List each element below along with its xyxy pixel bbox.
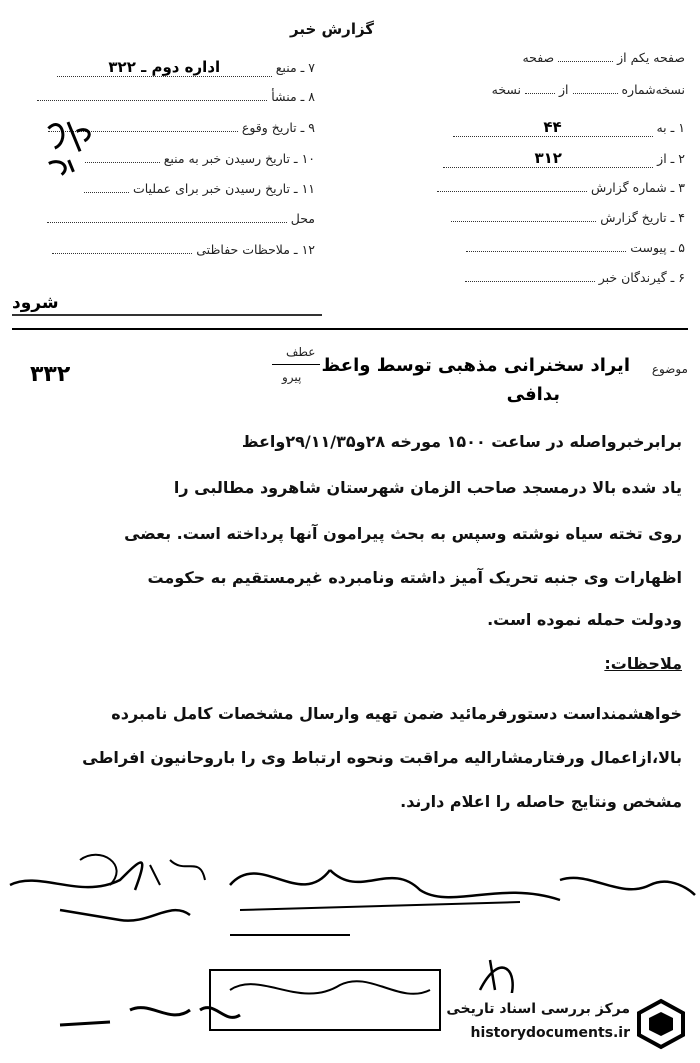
field-source [15,58,315,77]
field-source-value: اداره دوم ـ ۳۲۲ [57,58,272,77]
field-report-number [437,180,685,195]
field-report-date [451,210,685,225]
field-attachment-value [466,251,626,252]
body-line-1: برابرخبرواصله در ساعت ۱۵۰۰ مورخه ۲۸و۲۹/۱۱/۳۵واعظ [241,432,682,451]
field-from [443,149,685,168]
scribble-icon [37,110,102,184]
copy-of: از [559,82,569,97]
remarks-heading: ملاحظات: [604,654,682,673]
field-security-remarks-value [52,253,192,254]
field-operations-receipt-date-value [84,192,129,193]
field-recipients [465,270,685,285]
copy-suffix: نسخه [491,82,522,97]
body-line-3: روی تخته سیاه نوشته وسپس به بحث پیرامون آنها پرداخته است. بعضی [124,524,682,543]
field-origin-value [37,100,267,101]
field-recipients-value [465,281,595,282]
subject-text-continued: بدافی [506,384,560,405]
header-separator [12,328,688,330]
field-location-label: محل [290,211,315,226]
copy-dots [573,93,618,94]
field-to-value: ۴۴ [453,118,653,137]
copy-label: نسخه‌شماره [621,82,685,97]
subject-label: موضوع [651,362,688,376]
field-location-value [47,222,287,223]
body-line-5: ودولت حمله نموده است. [487,610,682,629]
field-to-label: ۱ ـ به [656,120,685,135]
handwritten-note-bottom: شرود [12,293,59,313]
field-location [15,211,315,226]
handwritten-mark [37,110,102,192]
field-from-label: ۲ ـ از [657,151,685,166]
subject-number: ۳۳۲ [30,362,71,387]
field-report-date-value [451,221,596,222]
field-origin [15,89,315,104]
field-occurrence-date-label: ۹ ـ تاریخ وقوع [241,120,315,135]
remarks-line-2: بالا،ازاعمال ورفتارمشارالیه مراقبت ونحوه ارتباط وی را باروحانیون افراطی [82,748,682,767]
ref-top: عطف [286,345,316,359]
field-source-receipt-date-label: ۱۰ ـ تاریخ رسیدن خبر به منبع [163,151,315,166]
field-report-number-value [437,191,587,192]
seal-frame [210,970,440,1030]
field-from-value: ۳۱۲ [443,149,653,168]
field-report-date-label: ۴ ـ تاریخ گزارش [600,210,685,225]
field-attachment [466,240,685,255]
ref-divider [272,364,320,365]
archive-logo-icon [635,998,687,1050]
dotted-line [12,314,322,316]
page-number-field [522,50,685,65]
watermark-line-2: historydocuments.ir [470,1025,630,1041]
page-dots [558,61,613,62]
remarks-line-1: خواهشمنداست دستورفرمائید ضمن تهیه وارسال مشخصات کامل نامبرده [111,704,682,723]
copy-dots-2 [525,93,555,94]
archive-watermark [446,993,692,1053]
remarks-line-3: مشخص ونتایج حاصله را اعلام دارند. [400,792,682,811]
body-line-2: یاد شده بالا درمسجد صاحب الزمان شهرستان شاهرود مطالبی را [173,478,682,497]
subject-text: ایراد سخنرانی مذهبی توسط واعظ [321,355,630,376]
page-suffix: صفحه [522,50,555,65]
field-security-remarks [15,242,315,257]
field-attachment-label: ۵ ـ پیوست [630,240,685,255]
ref-bottom: پیرو [282,370,302,384]
copy-number-field [492,82,685,97]
field-origin-label: ۸ ـ منشأ [271,89,315,104]
field-report-number-label: ۳ ـ شماره گزارش [590,180,685,195]
field-to [453,118,686,137]
field-security-remarks-label: ۱۲ ـ ملاحظات حفاظتی [196,242,315,257]
field-source-label: ۷ ـ منبع [275,60,315,75]
field-operations-receipt-date-label: ۱۱ ـ تاریخ رسیدن خبر برای عملیات [132,181,315,196]
document-title: گزارش خبر [290,20,375,38]
field-recipients-label: ۶ ـ گیرندگان خبر [598,270,685,285]
page-prefix: صفحه یکم از [617,50,685,65]
watermark-line-1: مرکز بررسی اسناد تاریخی [446,1001,630,1017]
body-line-4: اظهارات وی جنبه تحریک آمیز داشته ونامبرده غیرمستقیم به حکومت [147,568,682,587]
